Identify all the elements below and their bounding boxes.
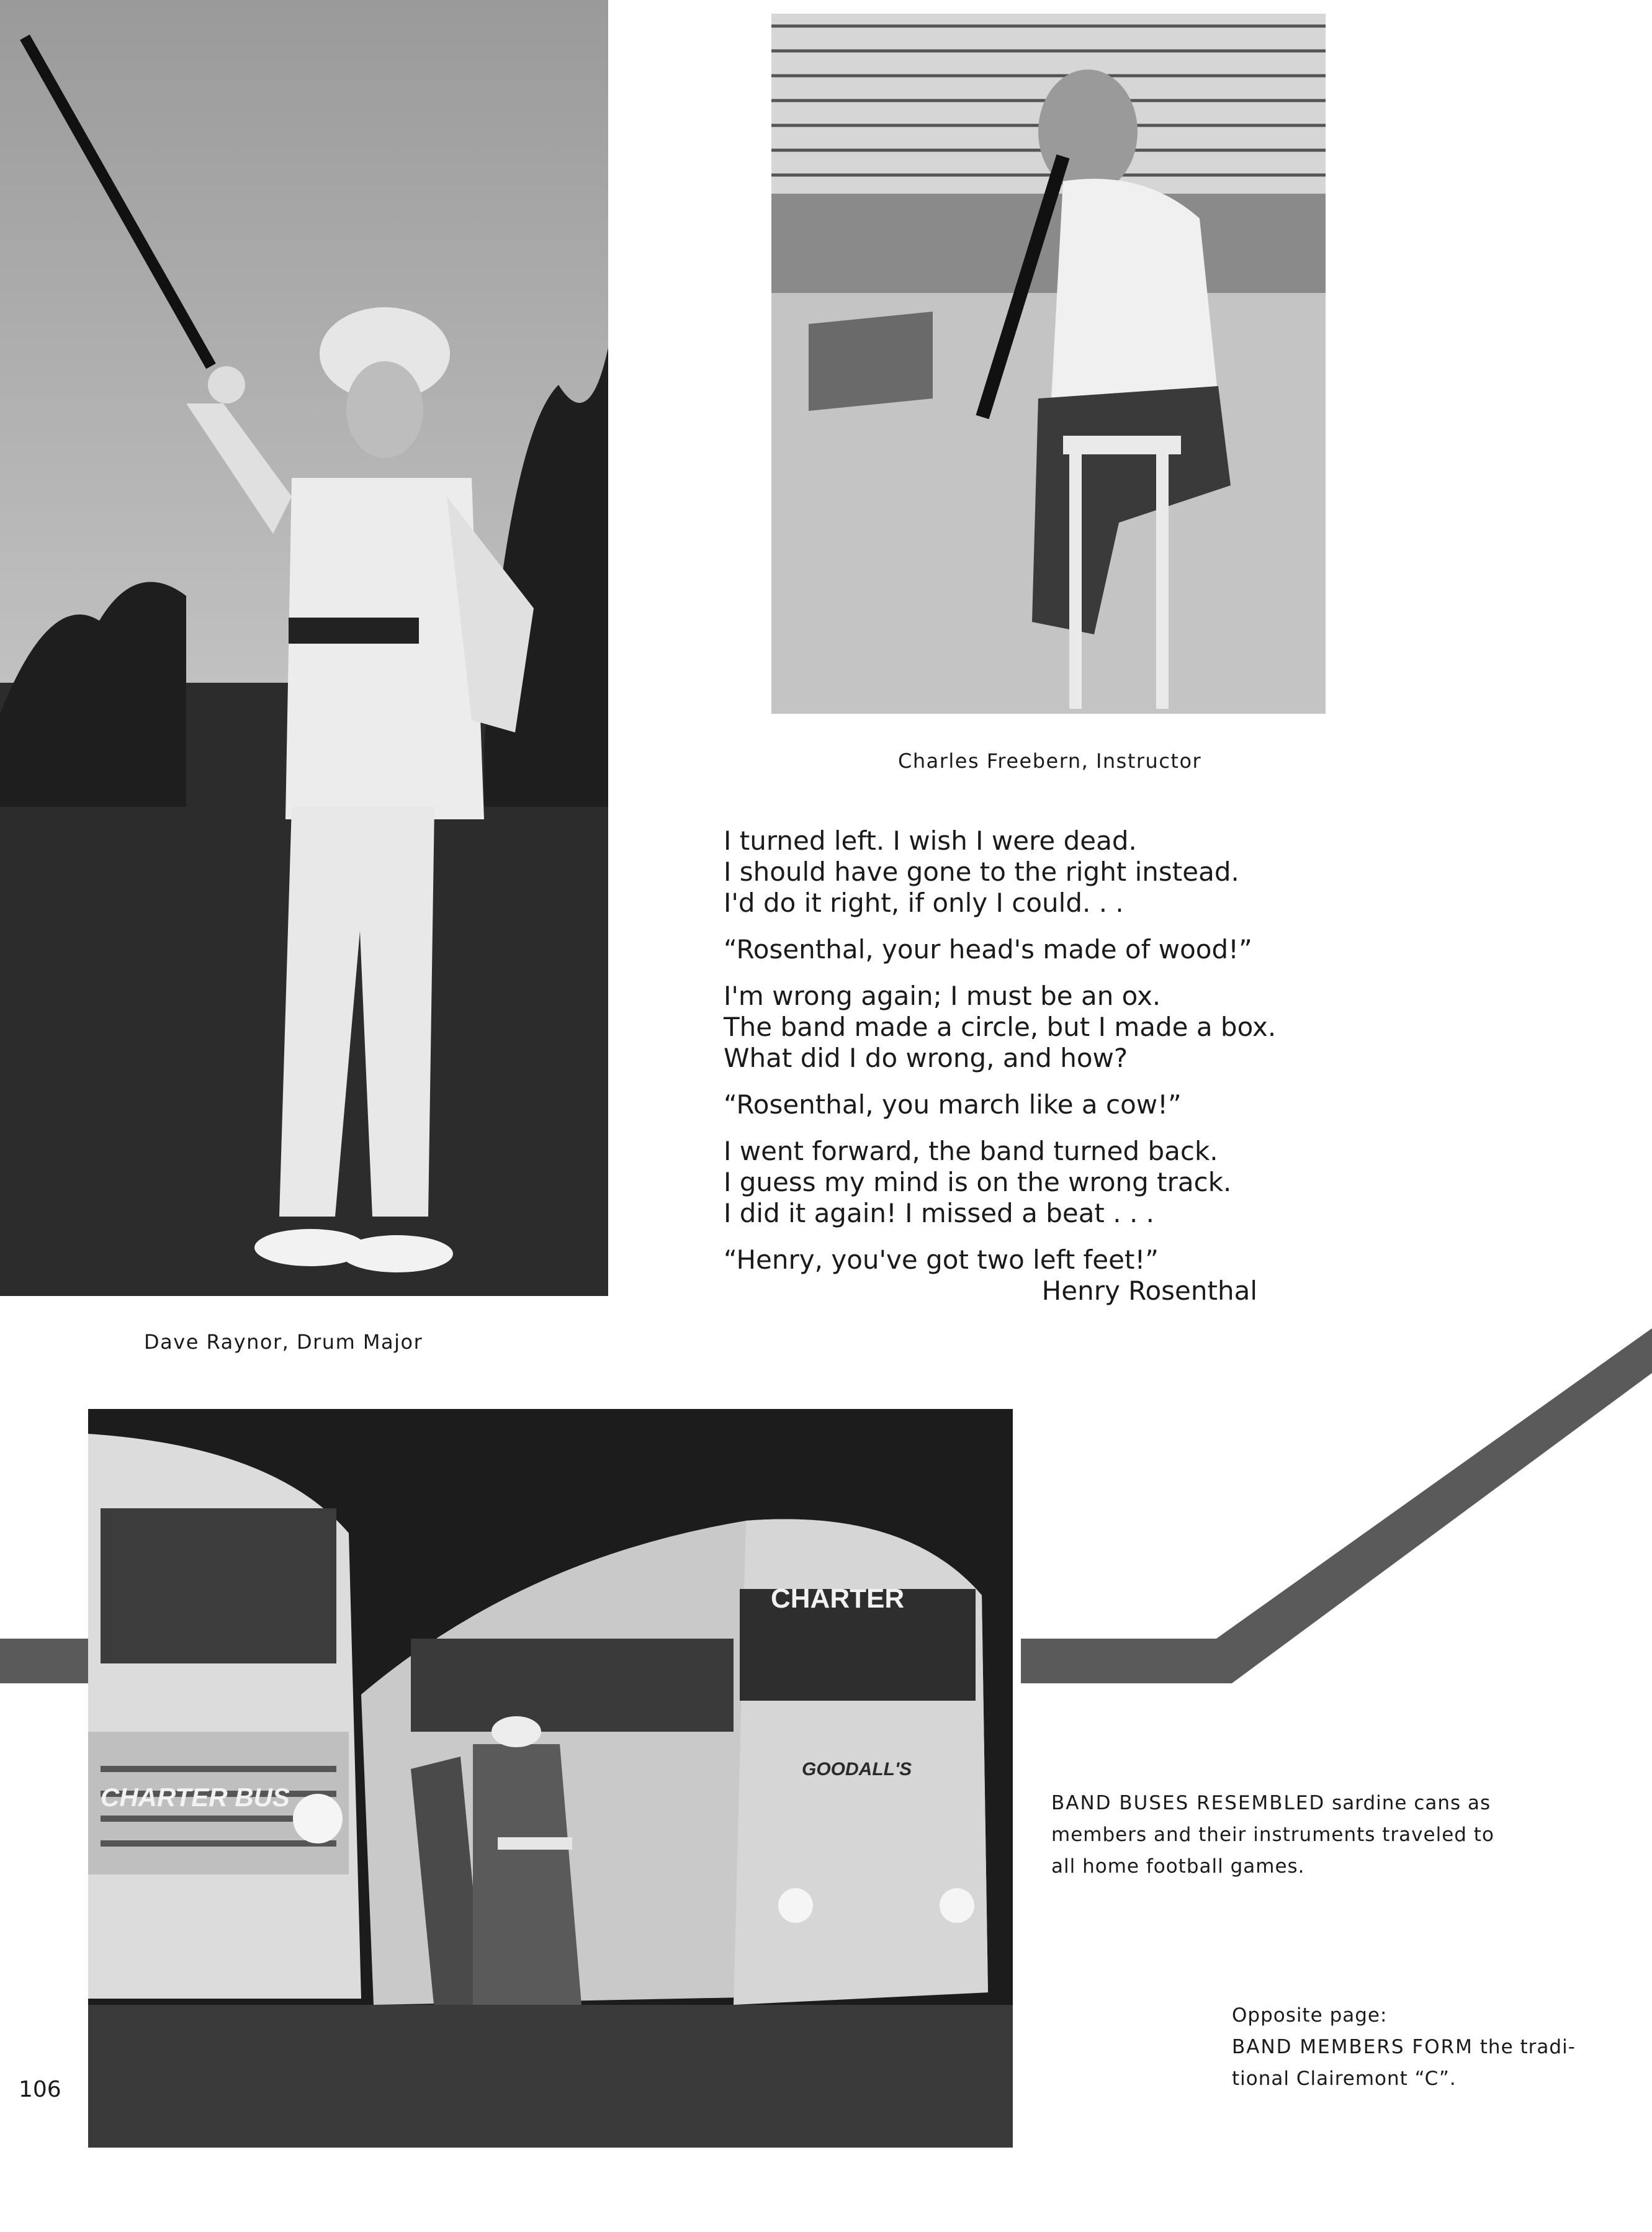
poem-line: I went forward, the band turned back. bbox=[724, 1136, 1218, 1166]
band-buses-photo bbox=[88, 1409, 1013, 2148]
poem-line: “Rosenthal, you march like a cow!” bbox=[724, 1089, 1182, 1120]
poem-line: “Henry, you've got two left feet!” bbox=[724, 1244, 1159, 1275]
opposite-caption-line: Opposite page: bbox=[1232, 2004, 1388, 2027]
bus-caption bbox=[1051, 1788, 1523, 1883]
opposite-caption-line: tional Clairemont “C”. bbox=[1232, 2068, 1457, 2090]
bus-caption-line: all home football games. bbox=[1051, 1855, 1305, 1878]
bus-caption-line: members and their instruments traveled to bbox=[1051, 1824, 1494, 1846]
drum-major-photo bbox=[0, 0, 608, 1296]
poem-line: The band made a circle, but I made a box. bbox=[724, 1012, 1277, 1042]
drum-major-caption: Dave Raynor, Drum Major bbox=[144, 1330, 423, 1354]
bus-caption-rest: sardine cans as bbox=[1325, 1792, 1491, 1814]
poem bbox=[724, 826, 1282, 1307]
instructor-caption: Charles Freebern, Instructor bbox=[898, 749, 1202, 773]
bus-caption-lead: BAND BUSES RESEMBLED bbox=[1051, 1792, 1326, 1814]
poem-line: I turned left. I wish I were dead. bbox=[724, 826, 1137, 856]
poem-line: I did it again! I missed a beat . . . bbox=[724, 1198, 1155, 1228]
poem-line: I should have gone to the right instead. bbox=[724, 857, 1239, 887]
poem-stanza bbox=[724, 826, 1282, 919]
opposite-caption-lead: BAND MEMBERS FORM bbox=[1232, 2036, 1473, 2058]
poem-stanza bbox=[724, 1244, 1282, 1276]
poem-stanza bbox=[724, 1136, 1282, 1229]
opposite-caption-line bbox=[1232, 2032, 1617, 2063]
instructor-photo bbox=[771, 14, 1326, 714]
opposite-caption-rest: the tradi- bbox=[1473, 2036, 1576, 2058]
poem-stanza bbox=[724, 934, 1282, 965]
bus-destination-sign: CHARTER bbox=[771, 1583, 905, 1614]
poem-line: I guess my mind is on the wrong track. bbox=[724, 1167, 1232, 1197]
poem-stanza bbox=[724, 1089, 1282, 1120]
poem-line: “Rosenthal, your head's made of wood!” bbox=[724, 934, 1252, 965]
bus-caption-line bbox=[1051, 1788, 1523, 1819]
poem-line: What did I do wrong, and how? bbox=[724, 1043, 1128, 1073]
bus-side-lettering: GOODALL'S bbox=[802, 1759, 912, 1780]
page-number: 106 bbox=[19, 2077, 61, 2102]
poem-author: Henry Rosenthal bbox=[1041, 1276, 1257, 1306]
poem-line: I'm wrong again; I must be an ox. bbox=[724, 981, 1161, 1011]
left-bus-label: CHARTER BUS bbox=[101, 1783, 290, 1812]
opposite-page-caption bbox=[1232, 2000, 1617, 2095]
poem-stanza bbox=[724, 981, 1282, 1074]
poem-line: I'd do it right, if only I could. . . bbox=[724, 888, 1124, 918]
